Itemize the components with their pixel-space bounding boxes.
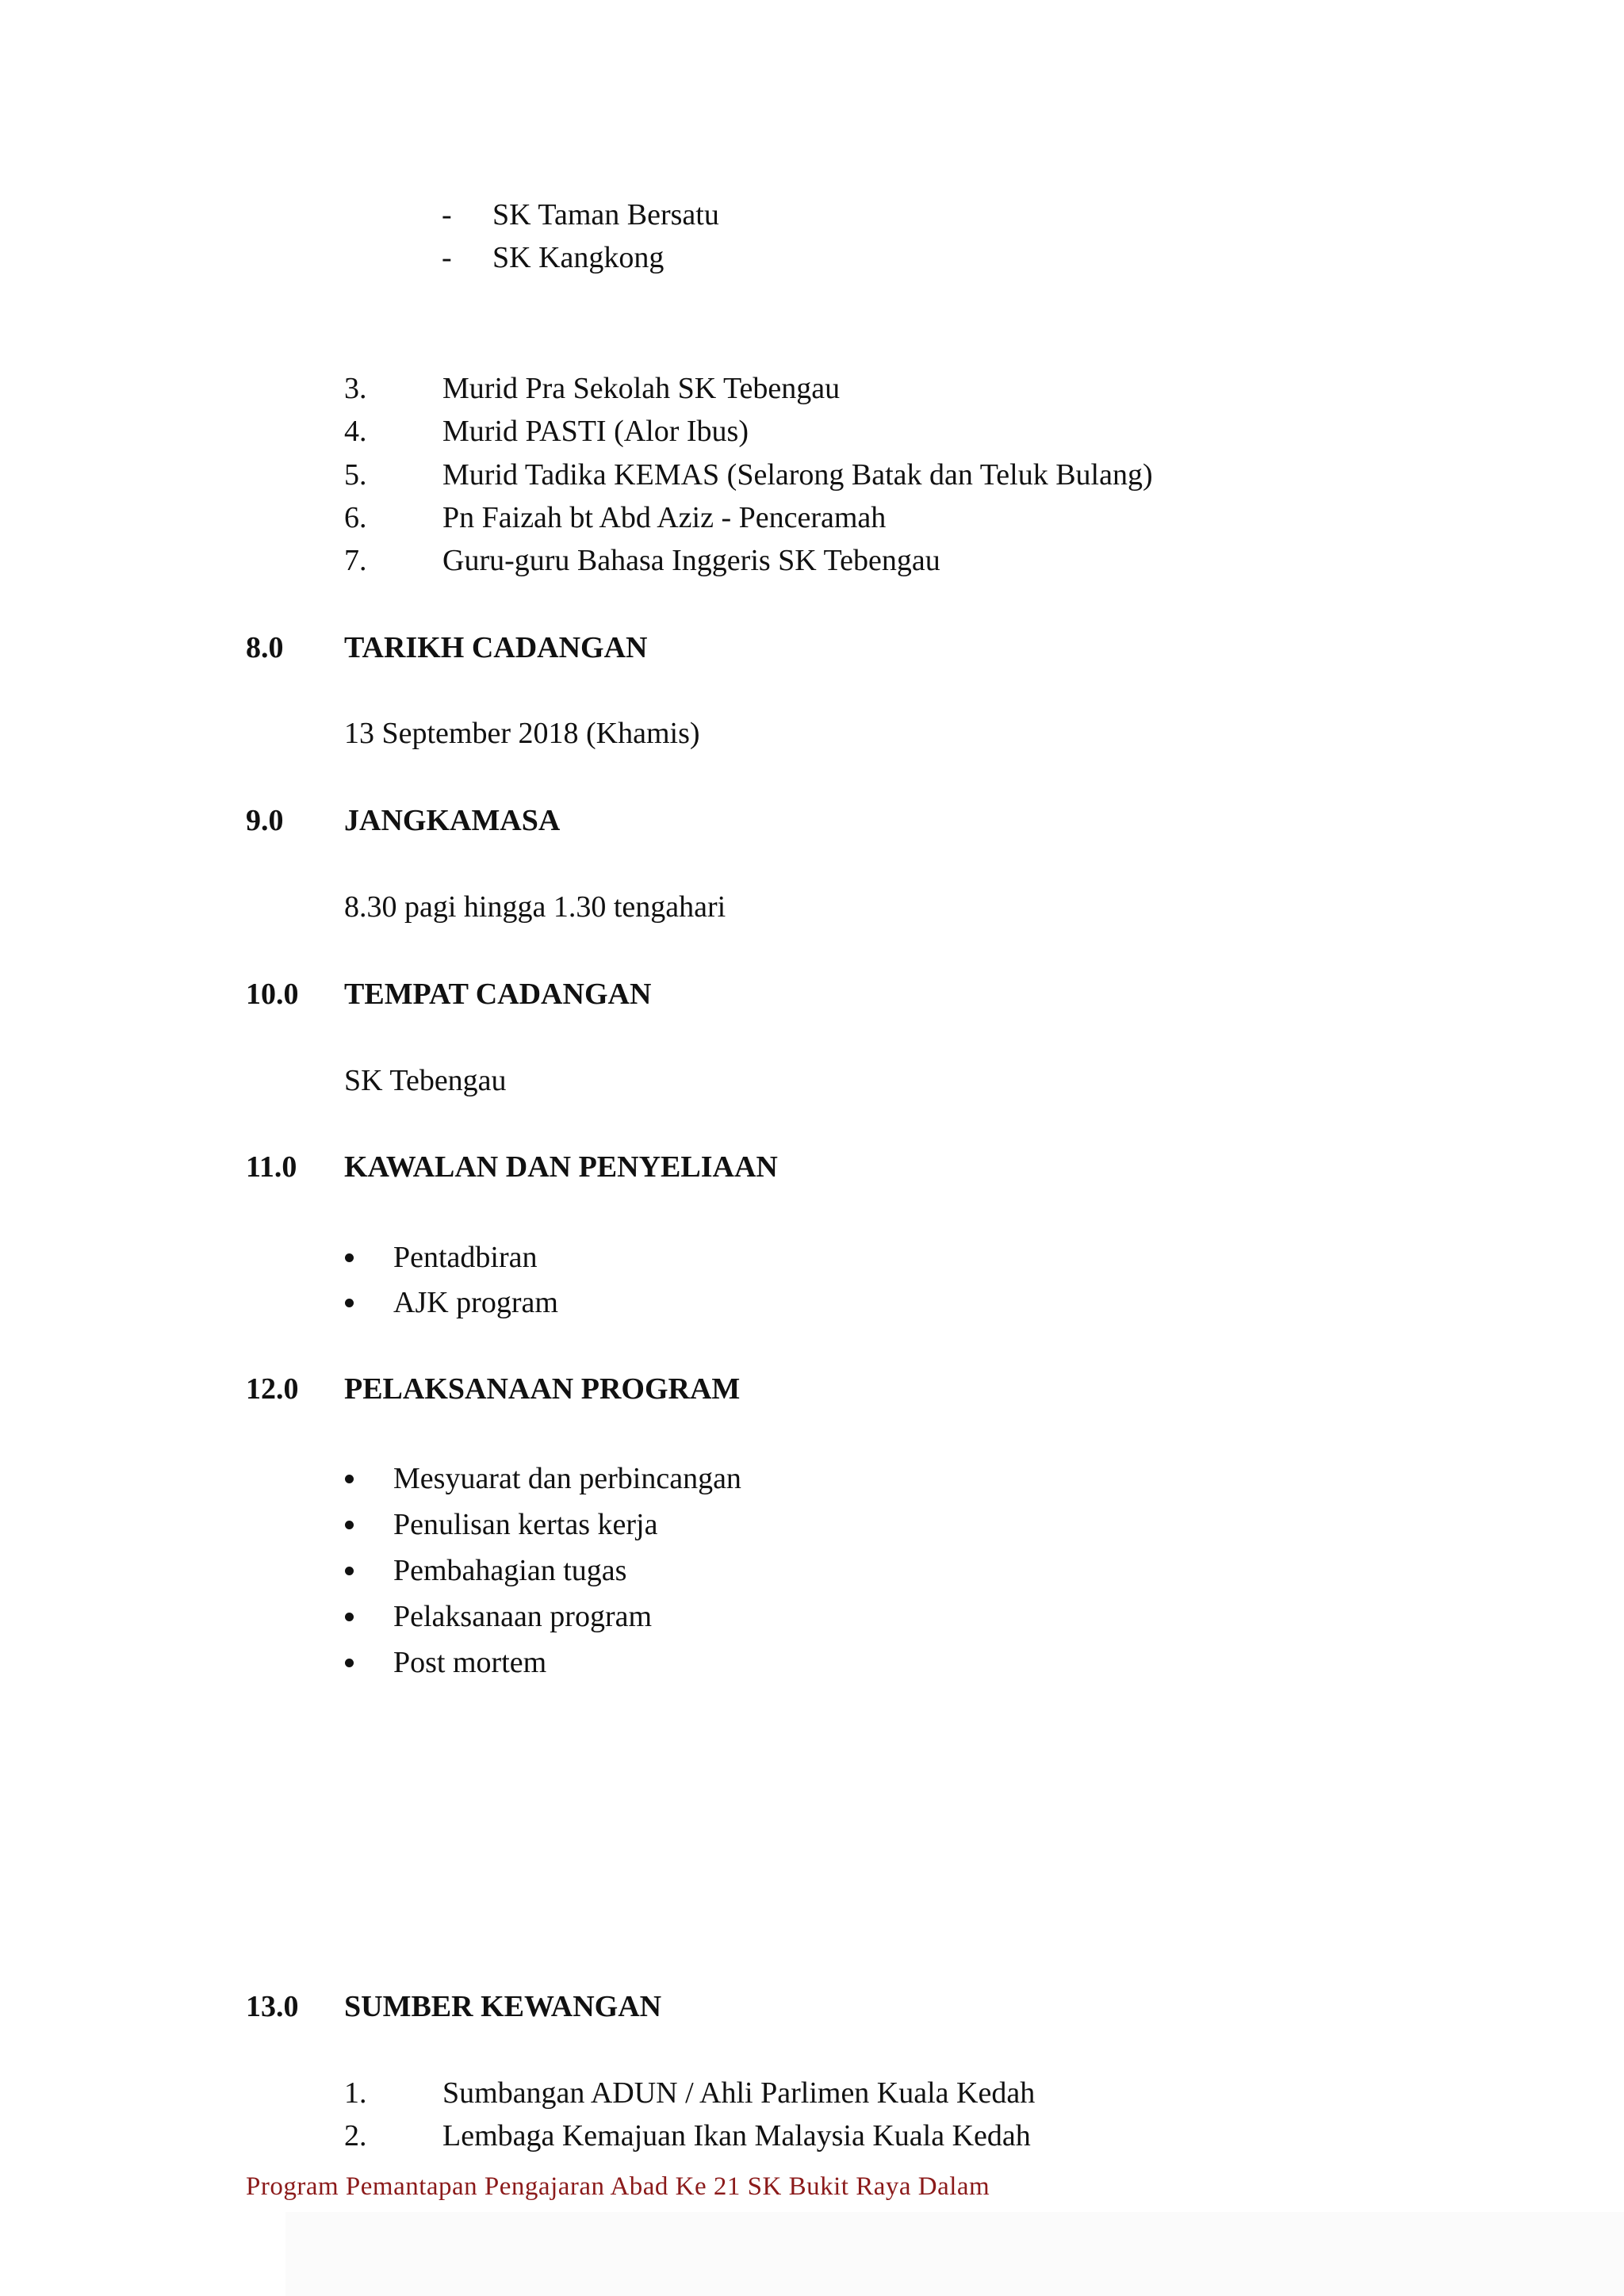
bullet-icon (345, 1299, 354, 1307)
section-body: SK Tebengau (344, 1064, 507, 1097)
list-item: Murid Tadika KEMAS (Selarong Batak dan Teluk Bulang) (442, 458, 1153, 492)
list-number: 7. (344, 544, 367, 577)
bullet-item: Pelaksanaan program (393, 1600, 653, 1633)
section-title: SUMBER KEWANGAN (344, 1990, 662, 2023)
list-item: Pn Faizah bt Abd Aziz - Penceramah (442, 501, 887, 534)
bullet-icon (345, 1253, 354, 1262)
list-number: 3. (344, 372, 367, 405)
list-item: Murid PASTI (Alor Ibus) (442, 415, 749, 448)
section-title: JANGKAMASA (344, 804, 561, 837)
section-body: 8.30 pagi hingga 1.30 tengahari (344, 890, 726, 924)
list-number: 2. (344, 2119, 367, 2152)
bullet-icon (345, 1475, 354, 1483)
section-title: PELAKSANAAN PROGRAM (344, 1372, 741, 1406)
dash-marker: - (442, 241, 452, 274)
section-title: TEMPAT CADANGAN (344, 978, 652, 1011)
list-item: Murid Pra Sekolah SK Tebengau (442, 372, 841, 405)
list-number: 1. (344, 2076, 367, 2110)
bullet-icon (345, 1521, 354, 1529)
bullet-icon (345, 1567, 354, 1575)
section-body: 13 September 2018 (Khamis) (344, 717, 700, 750)
bullet-item: Pembahagian tugas (393, 1554, 627, 1587)
bullet-item: Pentadbiran (393, 1241, 538, 1274)
section-number: 9.0 (246, 804, 284, 837)
list-number: 4. (344, 415, 367, 448)
bullet-icon (345, 1659, 354, 1667)
section-title: TARIKH CADANGAN (344, 631, 648, 664)
list-number: 5. (344, 458, 367, 492)
section-title: KAWALAN DAN PENYELIAAN (344, 1150, 778, 1184)
bullet-item: Penulisan kertas kerja (393, 1508, 658, 1541)
list-item: Lembaga Kemajuan Ikan Malaysia Kuala Kedah (442, 2119, 1031, 2152)
dash-list-item: SK Taman Bersatu (492, 198, 719, 232)
bullet-item: AJK program (393, 1286, 558, 1319)
bullet-item: Mesyuarat dan perbincangan (393, 1462, 741, 1495)
dash-list-item: SK Kangkong (492, 241, 665, 274)
list-item: Sumbangan ADUN / Ahli Parlimen Kuala Kedah (442, 2076, 1036, 2110)
section-number: 13.0 (246, 1990, 299, 2023)
section-number: 12.0 (246, 1372, 299, 1406)
list-item: Guru-guru Bahasa Inggeris SK Tebengau (442, 544, 940, 577)
dash-marker: - (442, 198, 452, 232)
section-number: 10.0 (246, 978, 299, 1011)
section-number: 8.0 (246, 631, 284, 664)
list-number: 6. (344, 501, 367, 534)
bullet-item: Post mortem (393, 1646, 547, 1679)
section-number: 11.0 (246, 1150, 297, 1184)
page-footer: Program Pemantapan Pengajaran Abad Ke 21 SK Bukit Raya Dalam (246, 2172, 990, 2201)
bullet-icon (345, 1613, 354, 1621)
footer-shade (285, 2212, 1624, 2296)
